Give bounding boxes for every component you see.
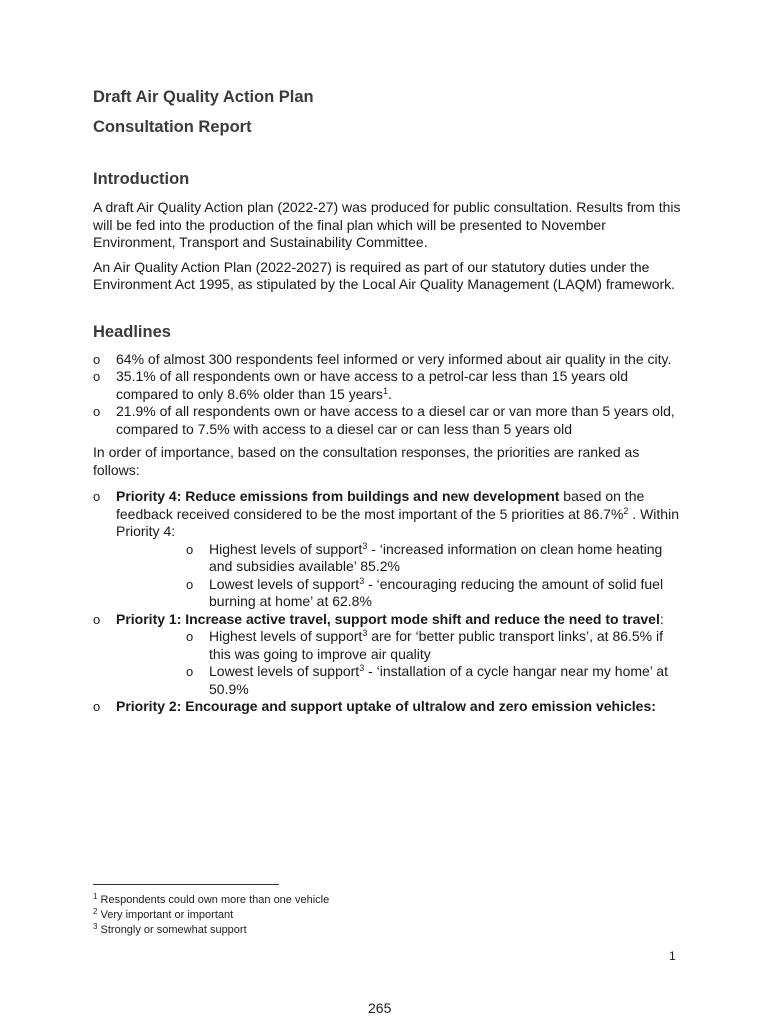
document-page-number: 265 [368, 1000, 392, 1016]
document-body [93, 86, 681, 722]
footnote-ref: 2 [623, 505, 629, 516]
priorities-list [93, 488, 681, 716]
priority-sub-item: o Lowest levels of support$^3$ - ‘installation of a cycle hangar near my home’ at 50.9% [116, 663, 681, 698]
priority-title: Priority 1: Increase active travel, support mode shift and reduce the need to travel [116, 610, 660, 627]
document-title: Draft Air Quality Action Plan [93, 88, 314, 106]
footnote-ref: 1 [382, 385, 388, 396]
footnote-ref: 3 [362, 628, 368, 638]
headlines-list [93, 351, 681, 439]
priority-title: Priority 2: Encourage and support uptake of ultralow and zero emission vehicles: [116, 698, 656, 714]
priority-item: o Priority 4: Reduce emissions from buildings and new development based on the feedback received considered to be the most important of the 5 priorities at 86.7%$^2$ . Within Priority 4: o Highest levels of support$^3$ - ‘increased information on clean home heating and subsidies available’ 85.2% o Lowest levels of support$^3$ - ‘encouraging reducing the amount of solid fuel burning at home’ at 62.8% [93, 488, 681, 611]
priority-item [93, 698, 681, 716]
footnote: $^3$ Strongly or somewhat support [93, 922, 247, 936]
priority-sub-item: o Highest levels of support$^3$ - ‘increased information on clean home heating and subsidies available’ 85.2% [116, 541, 681, 576]
footnote-ref: 3 [359, 663, 365, 673]
headlines-heading: Headlines [93, 322, 171, 341]
introduction-paragraph-1: A draft Air Quality Action plan (2022-27) was produced for public consultation. Results from this will be fed into the production of the final plan which will be presented to November Environment, Transport and Sustainability Committee. [93, 199, 681, 250]
priority-sub-list [116, 628, 681, 698]
introduction-paragraph-2: An Air Quality Action Plan (2022-2027) is required as part of our statutory duties under the Environment Act 1995, as stipulated by the Local Air Quality Management (LAQM) framework. [93, 258, 676, 292]
footnote: $^1$ Respondents could own more than one vehicle [93, 892, 330, 906]
footnotes [93, 893, 329, 938]
priority-sub-list [116, 541, 681, 611]
footnote-ref: 3 [359, 575, 365, 586]
headline-item: o 35.1% of all respondents own or have access to a petrol-car less than 15 years old compared to only 8.6% older than 15 years$^1$. [93, 368, 681, 403]
priority-sub-item: o Lowest levels of support$^3$ - ‘encouraging reducing the amount of solid fuel burning at home’ at 62.8% [116, 576, 681, 611]
headline-item: o 64% of almost 300 respondents feel informed or very informed about air quality in the city. [93, 351, 681, 369]
introduction-heading: Introduction [93, 170, 190, 188]
footnote-divider [93, 884, 279, 885]
document-subtitle: Consultation Report [93, 118, 252, 136]
footnote: $^2$ Very important or important [93, 907, 234, 921]
footnote-ref: 3 [362, 540, 368, 551]
priority-title: Priority 4: Reduce emissions from buildings and new development [116, 488, 560, 504]
headline-item: o 21.9% of all respondents own or have access to a diesel car or van more than 5 years old, compared to 7.5% with access to a diesel car or can less than 5 years old [93, 403, 681, 438]
page-number: 1 [669, 949, 676, 963]
priority-item: o Priority 1: Increase active travel, support mode shift and reduce the need to travel: o Highest levels of support$^3$ are for ‘better public transport links’, at 86.5% if this was going to improve air quality o Lowest levels of support$^3$ - ‘installation of a cycle hangar near my home’ at 50.9% [93, 611, 681, 699]
priorities-intro: In order of importance, based on the consultation responses, the priorities are ranked as follows: [93, 444, 640, 478]
priority-sub-item: o Highest levels of support$^3$ are for ‘better public transport links’, at 86.5% if this was going to improve air quality [116, 628, 681, 663]
